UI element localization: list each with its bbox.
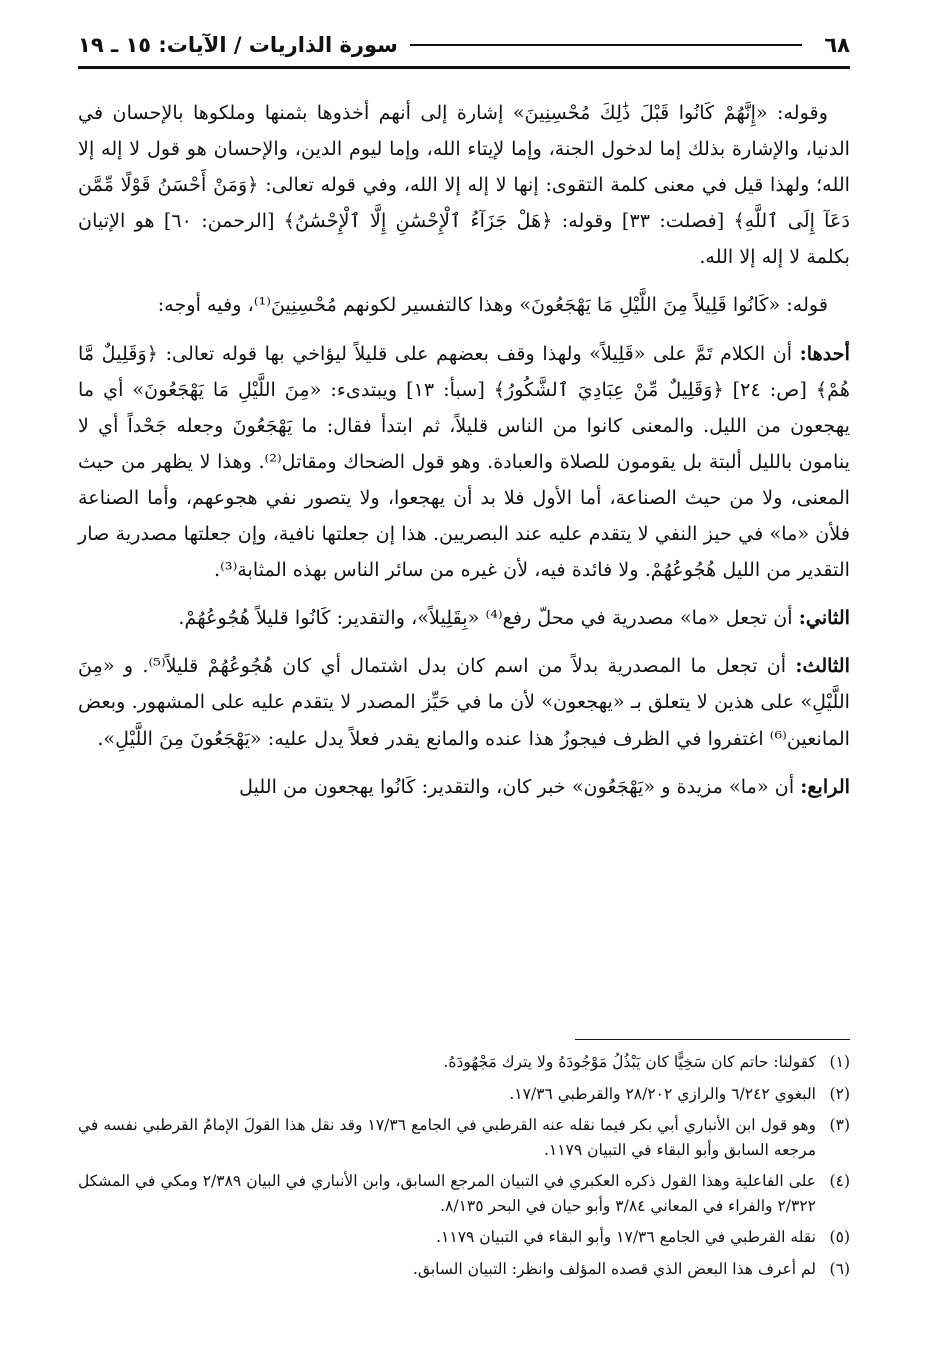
paragraph-label: الثاني: (798, 606, 850, 630)
footnote-number: (٢) (829, 1084, 850, 1103)
page-header (78, 28, 850, 62)
page-number: ٦٨ (824, 33, 850, 57)
footnote-text: وهو قول ابن الأنباري أبي بكر فيما نقله عنه القرطبي في الجامع ١٧/٣٦ وقد نقل هذا القولَ الإمامُ القرطبي نفسه في مرجعه السابق وأبو البقاء في التبيان ١١٧٩. (78, 1116, 816, 1159)
footnote-number: (٣) (829, 1116, 850, 1134)
document-page (78, 28, 850, 1278)
paragraph-text: أن تجعل ما المصدرية بدلاً من اسم كان بدل اشتمال أي كان هُجُوعُهُمْ قليلاً⁽⁵⁾. و «مِنَ اللَّيْلِ» على هذين لا يتعلق بـ «يهجعون» لأن ما في حَيِّز المصدر لا يتقدم عليه على المشهور. وبعض المانعين⁽⁶⁾ اغتفروا في الظرف فيجوزُ هذا عنده والمانع يقدر فعلاً يدل عليه: «يَهْجَعُونَ مِنَ اللَّيْلِ». (78, 654, 850, 750)
paragraph-label: أحدها: (799, 341, 850, 365)
header-rule (78, 66, 850, 69)
paragraph-text: قوله: «كَانُوا قَلِيلاً مِنَ اللَّيْلِ مَا يَهْجَعُونَ» وهذا كالتفسير لكونهم مُحْسِنِينَ⁽¹⁾، وفيه أوجه: (157, 293, 828, 317)
paragraph-label: الرابع: (800, 774, 850, 798)
footnote-number: (٥) (829, 1228, 850, 1246)
footnote-number: (١) (829, 1053, 850, 1071)
running-title: سورة الذاريات / الآيات: ١٥ ـ ١٩ (78, 33, 398, 57)
footnote-text: كقولنا: حاتم كان سَخِيًّا كان يَبْذُلُ مَوْجُودَهُ ولا يترك مَجْهُودَهُ. (443, 1053, 816, 1071)
footnotes (78, 1050, 850, 1288)
footnote (78, 1225, 850, 1250)
paragraph (78, 769, 850, 805)
footnote-number: (٦) (829, 1259, 850, 1278)
footnote-text: نقله القرطبي في الجامع ١٧/٣٦ وأبو البقاء في التبيان ١١٧٩. (436, 1228, 816, 1246)
paragraph (78, 287, 850, 323)
footnote-text: البغوي ٦/٢٤٢ والرازي ٢٨/٢٠٢ والقرطبي ١٧/٣٦. (509, 1084, 816, 1103)
paragraph-text: وقوله: «إِنَّهُمْ كَانُوا قَبْلَ ذَٰلِكَ مُحْسِنِينَ» إشارة إلى أنهم أخذوها بثمنها وملكوها بالإحسان في الدنيا، والإشارة بذلك إما لدخول الجنة، وإما لإيتاء الله، وإما ليوم الدين، والإحسان هو قول لا إله إلا الله؛ ولهذا قيل في معنى كلمة التقوى: إنها لا إله إلا الله، وفي قوله تعالى: ﴿وَمَنْ أَحْسَنُ قَوْلًا مِّمَّن دَعَآ إِلَى ٱللَّهِ﴾ [فصلت: ٣٣] وقوله: ﴿هَلْ جَزَآءُ ٱلْإِحْسَٰنِ إِلَّا ٱلْإِحْسَٰنُ﴾ [الرحمن: ٦٠] هو الإتيان بكلمة لا إله إلا الله. (78, 101, 850, 269)
footnote-text: على الفاعلية وهذا القول ذكره العكبري في التبيان المرجع السابق، وابن الأنباري في البيان ٢/٣٨٩ ومكي في المشكل ٢/٣٢٢ والفراء في المعاني ٣/٨٤ وأبو حيان في البحر ٨/١٣٥. (78, 1172, 817, 1215)
footnote (78, 1113, 850, 1162)
paragraph-text: أن الكلام تَمَّ على «قَلِيلاً» ولهذا وقف بعضهم على قليلاً ليؤاخي بها قوله تعالى: ﴿وَقَلِيلٌ مَّا هُمْ﴾ [ص: ٢٤] ﴿وَقَلِيلٌ مِّنْ عِبَادِيَ ٱلشَّكُورُ﴾ [سبأ: ١٣] ويبتدىء: «مِنَ اللَّيْلِ مَا يَهْجَعُونَ» أي ما يهجعون من الليل. والمعنى كانوا من الناس قليلاً، ثم ابتدأ فقال: ما يَهْجَعُونَ وجعله جَحْداً أي لا ينامون بالليل ألبتة بل يقومون للصلاة والعبادة. وهو قول الضحاك ومقاتل⁽²⁾. وهذا لا يظهر من حيث المعنى، ولا من حيث الصناعة، أما الأول فلا بد أن يهجعوا، ولا يتصور نفي هجوعهم، وأما الصناعة فلأن «ما» في حيز النفي لا يتقدم عليه عند البصريين. هذا إن جعلتها نافية، وإن جعلتها مصدرية صار التقدير من الليل هُجُوعُهُمْ. ولا فائدة فيه، لأن غيره من سائر الناس بهذه المثابة⁽³⁾. (78, 341, 850, 582)
paragraph (78, 95, 850, 275)
paragraph-text: أن «ما» مزيدة و «يَهْجَعُون» خبر كان، والتقدير: كَانُوا يهجعون من الليل (239, 774, 795, 798)
main-text (78, 95, 850, 805)
footnote-number: (٤) (829, 1172, 850, 1190)
footnote (78, 1082, 850, 1107)
footnote (78, 1257, 850, 1282)
paragraph (78, 336, 850, 589)
paragraph-label: الثالث: (795, 654, 850, 678)
paragraph (78, 600, 850, 636)
footnote-text: لم أعرف هذا البعض الذي قصده المؤلف وانظر: التبيان السابق. (412, 1259, 816, 1278)
footnote (78, 1169, 850, 1218)
paragraph-text: أن تجعل «ما» مصدرية في محلّ رفع⁽⁴⁾ «بِقَلِيلاً»، والتقدير: كَانُوا قليلاً هُجُوعُهُمْ. (178, 606, 793, 630)
footnote (78, 1050, 850, 1075)
footnote-separator (575, 1039, 850, 1040)
paragraph (78, 648, 850, 756)
header-line (410, 44, 803, 46)
